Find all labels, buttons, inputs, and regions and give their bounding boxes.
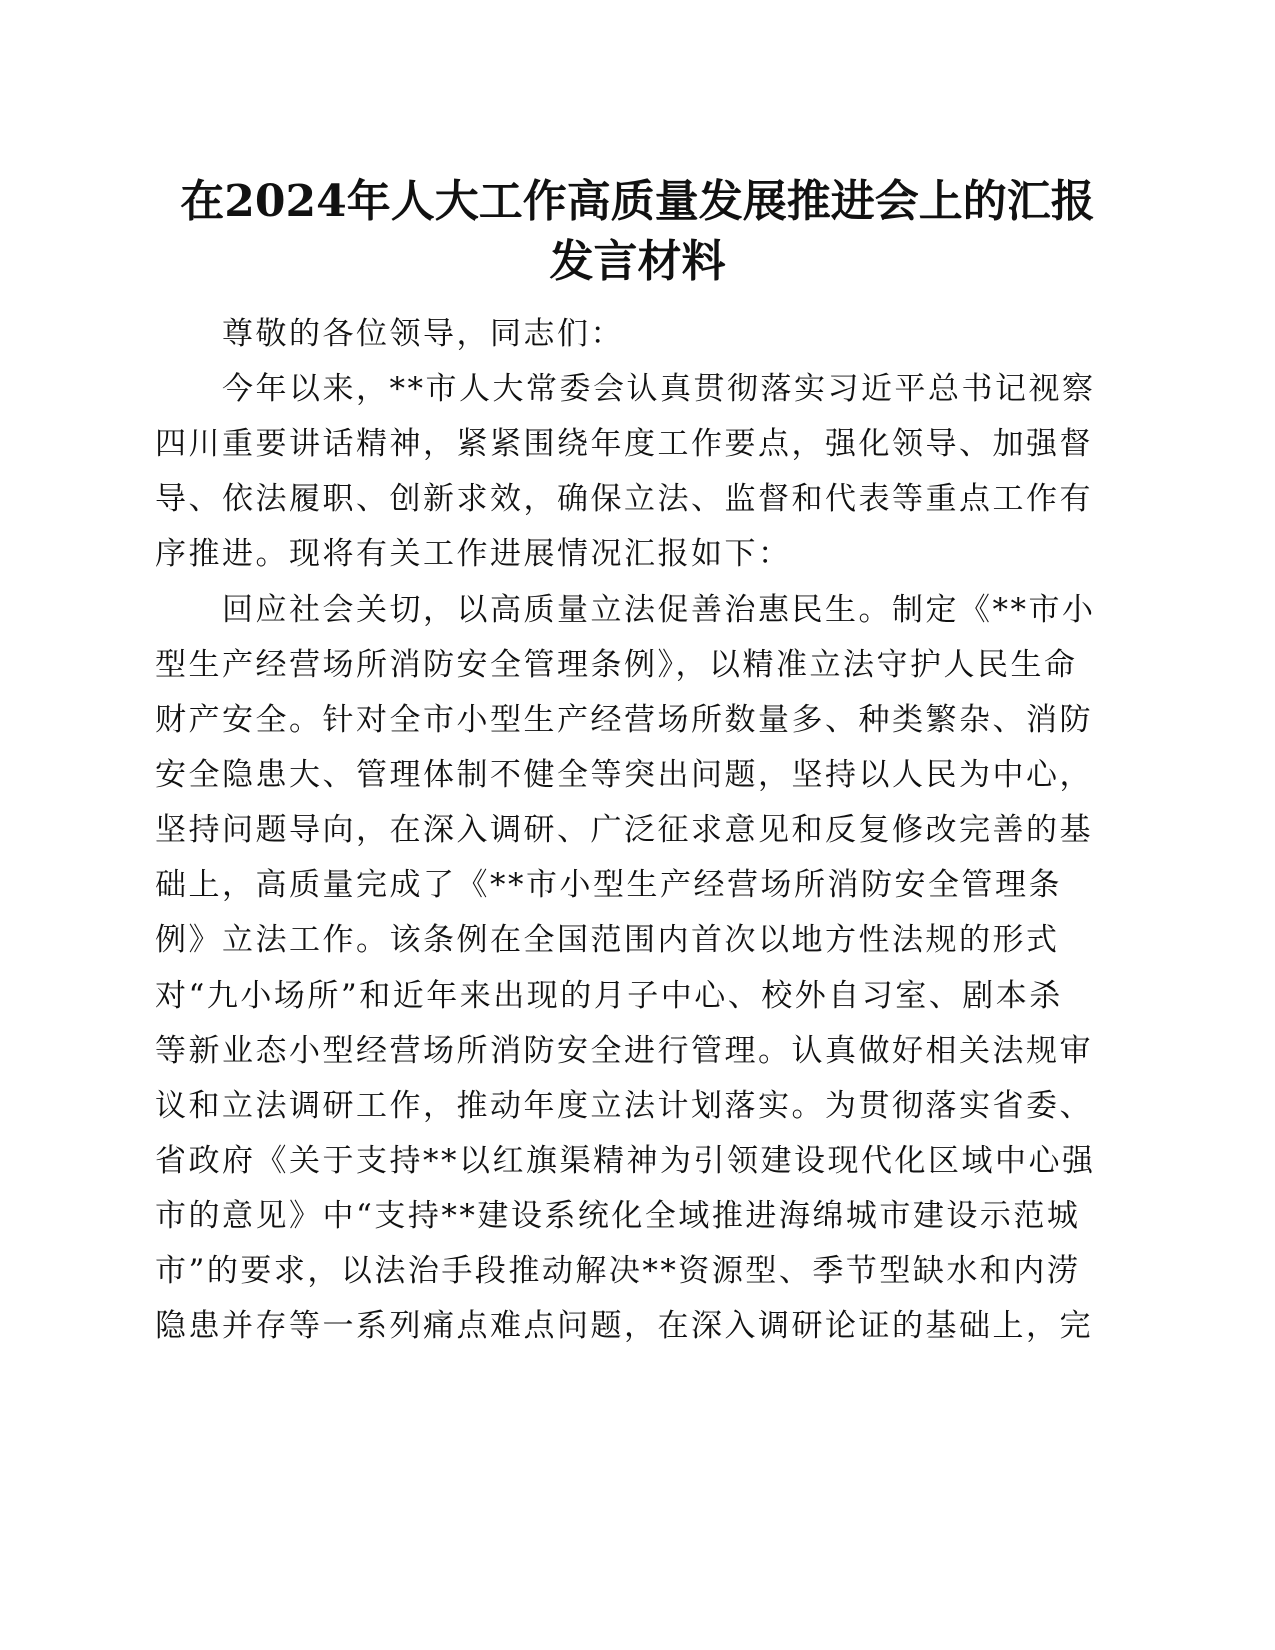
body-line: 隐患并存等一系列痛点难点问题，在深入调研论证的基础上，完 bbox=[155, 1308, 1093, 1344]
body-line: 导、依法履职、创新求效，确保立法、监督和代表等重点工作有 bbox=[155, 481, 1093, 517]
body-line: 安全隐患大、管理体制不健全等突出问题，坚持以人民为中心， bbox=[155, 757, 1093, 793]
body-line: 财产安全。针对全市小型生产经营场所数量多、种类繁杂、消防 bbox=[155, 702, 1093, 738]
document-title-line-1: 在2024年人大工作高质量发展推进会上的汇报 bbox=[180, 176, 1095, 227]
body-line: 市的意见》中“支持**建设系统化全域推进海绵城市建设示范城 bbox=[155, 1198, 1081, 1234]
body-line: 型生产经营场所消防安全管理条例》，以精准立法守护人民生命 bbox=[155, 647, 1078, 683]
salutation: 尊敬的各位领导，同志们： bbox=[222, 316, 624, 352]
body-line: 坚持问题导向，在深入调研、广泛征求意见和反复修改完善的基 bbox=[155, 812, 1093, 848]
body-line: 础上，高质量完成了《**市小型生产经营场所消防安全管理条 bbox=[155, 867, 1062, 903]
body-line: 省政府《关于支持**以红旗渠精神为引领建设现代化区域中心强 bbox=[155, 1143, 1096, 1179]
body-line: 例》立法工作。该条例在全国范围内首次以地方性法规的形式 bbox=[155, 922, 1060, 958]
body-line: 序推进。现将有关工作进展情况汇报如下： bbox=[155, 536, 792, 572]
body-line: 市”的要求，以法治手段推动解决**资源型、季节型缺水和内涝 bbox=[155, 1253, 1081, 1289]
body-line: 对“九小场所”和近年来出现的月子中心、校外自习室、剧本杀 bbox=[155, 978, 1063, 1014]
body-line: 回应社会关切，以高质量立法促善治惠民生。制定《**市小 bbox=[222, 592, 1096, 628]
body-line: 等新业态小型经营场所消防安全进行管理。认真做好相关法规审 bbox=[155, 1033, 1093, 1069]
body-line: 今年以来，**市人大常委会认真贯彻落实习近平总书记视察 bbox=[222, 371, 1096, 407]
body-line: 议和立法调研工作，推动年度立法计划落实。为贯彻落实省委、 bbox=[155, 1088, 1093, 1124]
document-title-line-2: 发言材料 bbox=[549, 236, 726, 287]
body-line: 四川重要讲话精神，紧紧围绕年度工作要点，强化领导、加强督 bbox=[155, 426, 1093, 462]
